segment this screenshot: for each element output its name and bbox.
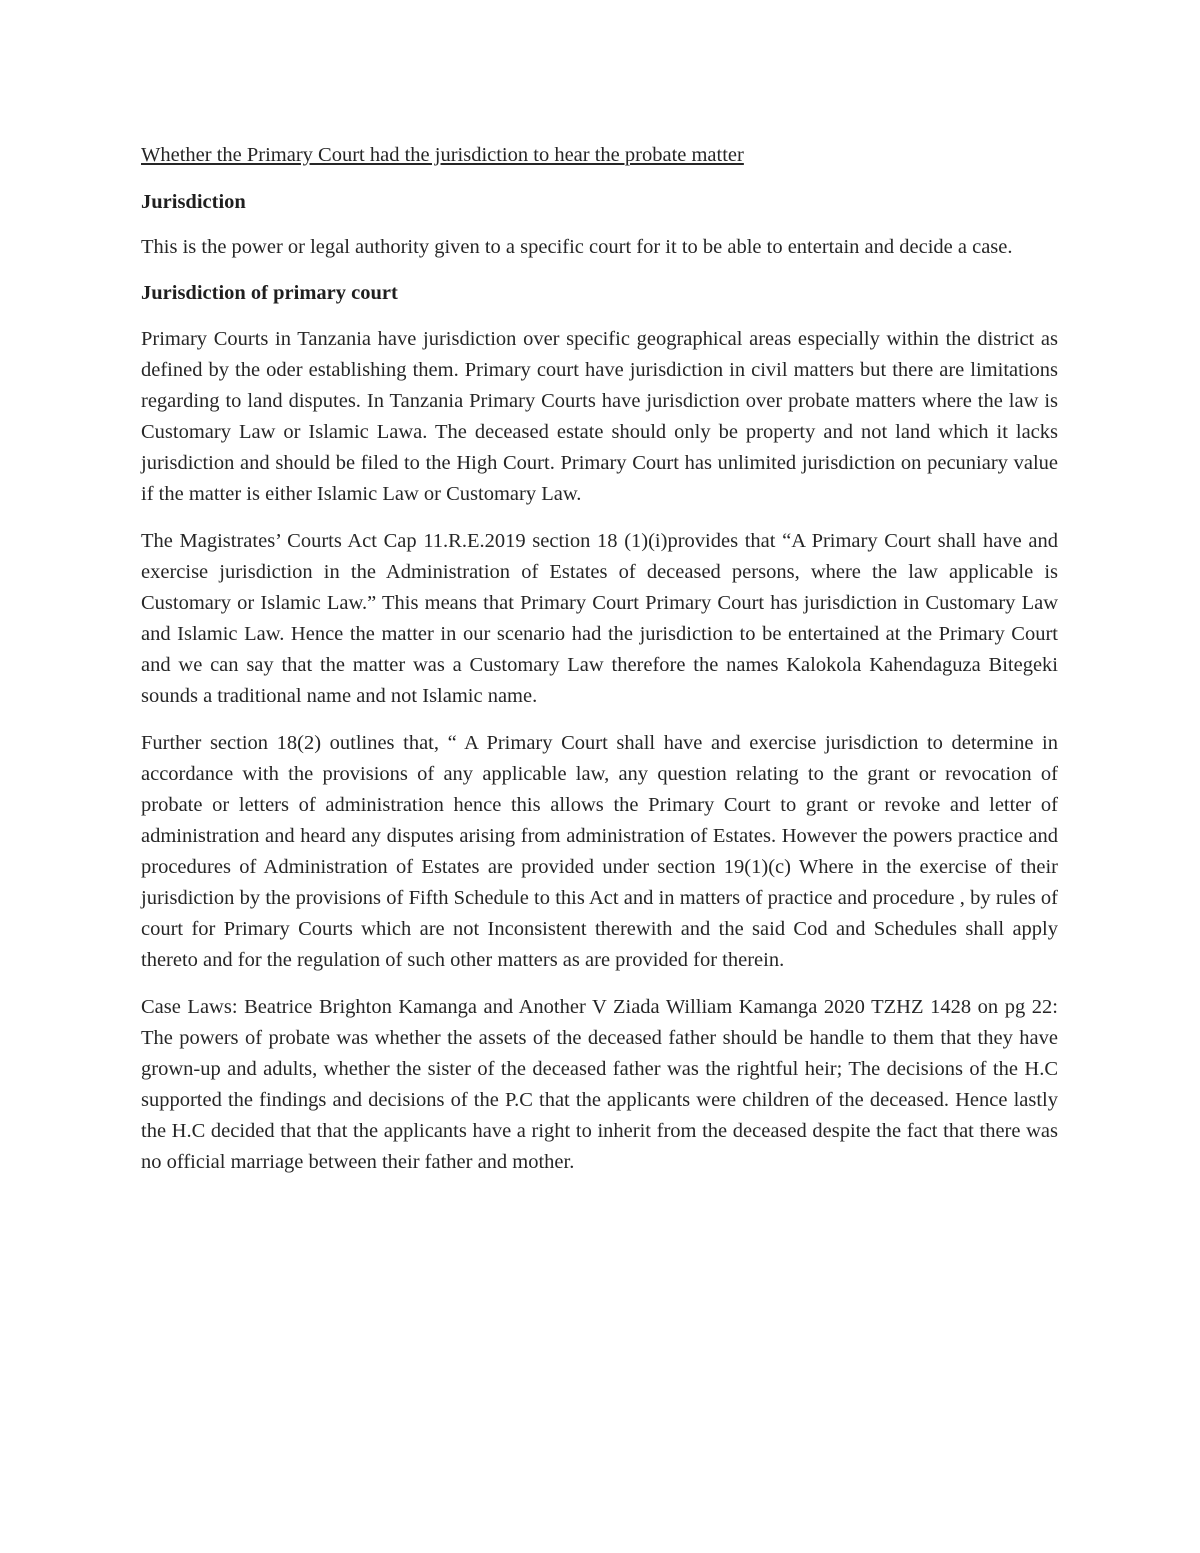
- heading-primary-court-jurisdiction: Jurisdiction of primary court: [141, 282, 398, 304]
- document-page: [141, 140, 1058, 1178]
- paragraph-definition: This is the power or legal authority given to a specific court for it to be able to entertain and decide a case.: [141, 236, 1013, 258]
- document-title: Whether the Primary Court had the jurisdiction to hear the probate matter: [141, 144, 744, 166]
- paragraph-magistrates-act: The Magistrates’ Courts Act Cap 11.R.E.2019 section 18 (1)(i)provides that “A Primary Court shall have and exercise jurisdiction in the Administration of Estates of deceased persons, where the law applicable is Customary or Islamic Law.” This means that Primary Court Primary Court has jurisdiction in Customary Law and Islamic Law. Hence the matter in our scenario had the jurisdiction to be entertained at the Primary Court and we can say that the matter was a Customary Law therefore the names Kalokola Kahendaguza Bitegeki sounds a traditional name and not Islamic name.: [141, 530, 1058, 707]
- paragraph-case-laws: Case Laws: Beatrice Brighton Kamanga and Another V Ziada William Kamanga 2020 TZHZ 1428 on pg 22: The powers of probate was whether the assets of the deceased father should be handle to them that they have grown-up and adults, whether the sister of the deceased father was the rightful heir; The decisions of the H.C supported the findings and decisions of the P.C that the applicants were children of the deceased. Hence lastly the H.C decided that that the applicants have a right to inherit from the deceased despite the fact that there was no official marriage between their father and mother.: [141, 996, 1058, 1173]
- heading-jurisdiction: Jurisdiction: [141, 191, 246, 213]
- paragraph-primary-courts: Primary Courts in Tanzania have jurisdiction over specific geographical areas especially within the district as defined by the oder establishing them. Primary court have jurisdiction in civil matters but there are limitations regarding to land disputes. In Tanzania Primary Courts have jurisdiction over probate matters where the law is Customary Law or Islamic Lawa. The deceased estate should only be property and not land which it lacks jurisdiction and should be filed to the High Court. Primary Court has unlimited jurisdiction on pecuniary value if the matter is either Islamic Law or Customary Law.: [141, 328, 1058, 505]
- paragraph-section-18-2: Further section 18(2) outlines that, “ A Primary Court shall have and exercise jurisdiction to determine in accordance with the provisions of any applicable law, any question relating to the grant or revocation of probate or letters of administration hence this allows the Primary Court to grant or revoke and letter of administration and heard any disputes arising from administration of Estates. However the powers practice and procedures of Administration of Estates are provided under section 19(1)(c) Where in the exercise of their jurisdiction by the provisions of Fifth Schedule to this Act and in matters of practice and procedure , by rules of court for Primary Courts which are not Inconsistent therewith and the said Cod and Schedules shall apply thereto and for the regulation of such other matters as are provided for therein.: [141, 732, 1058, 971]
